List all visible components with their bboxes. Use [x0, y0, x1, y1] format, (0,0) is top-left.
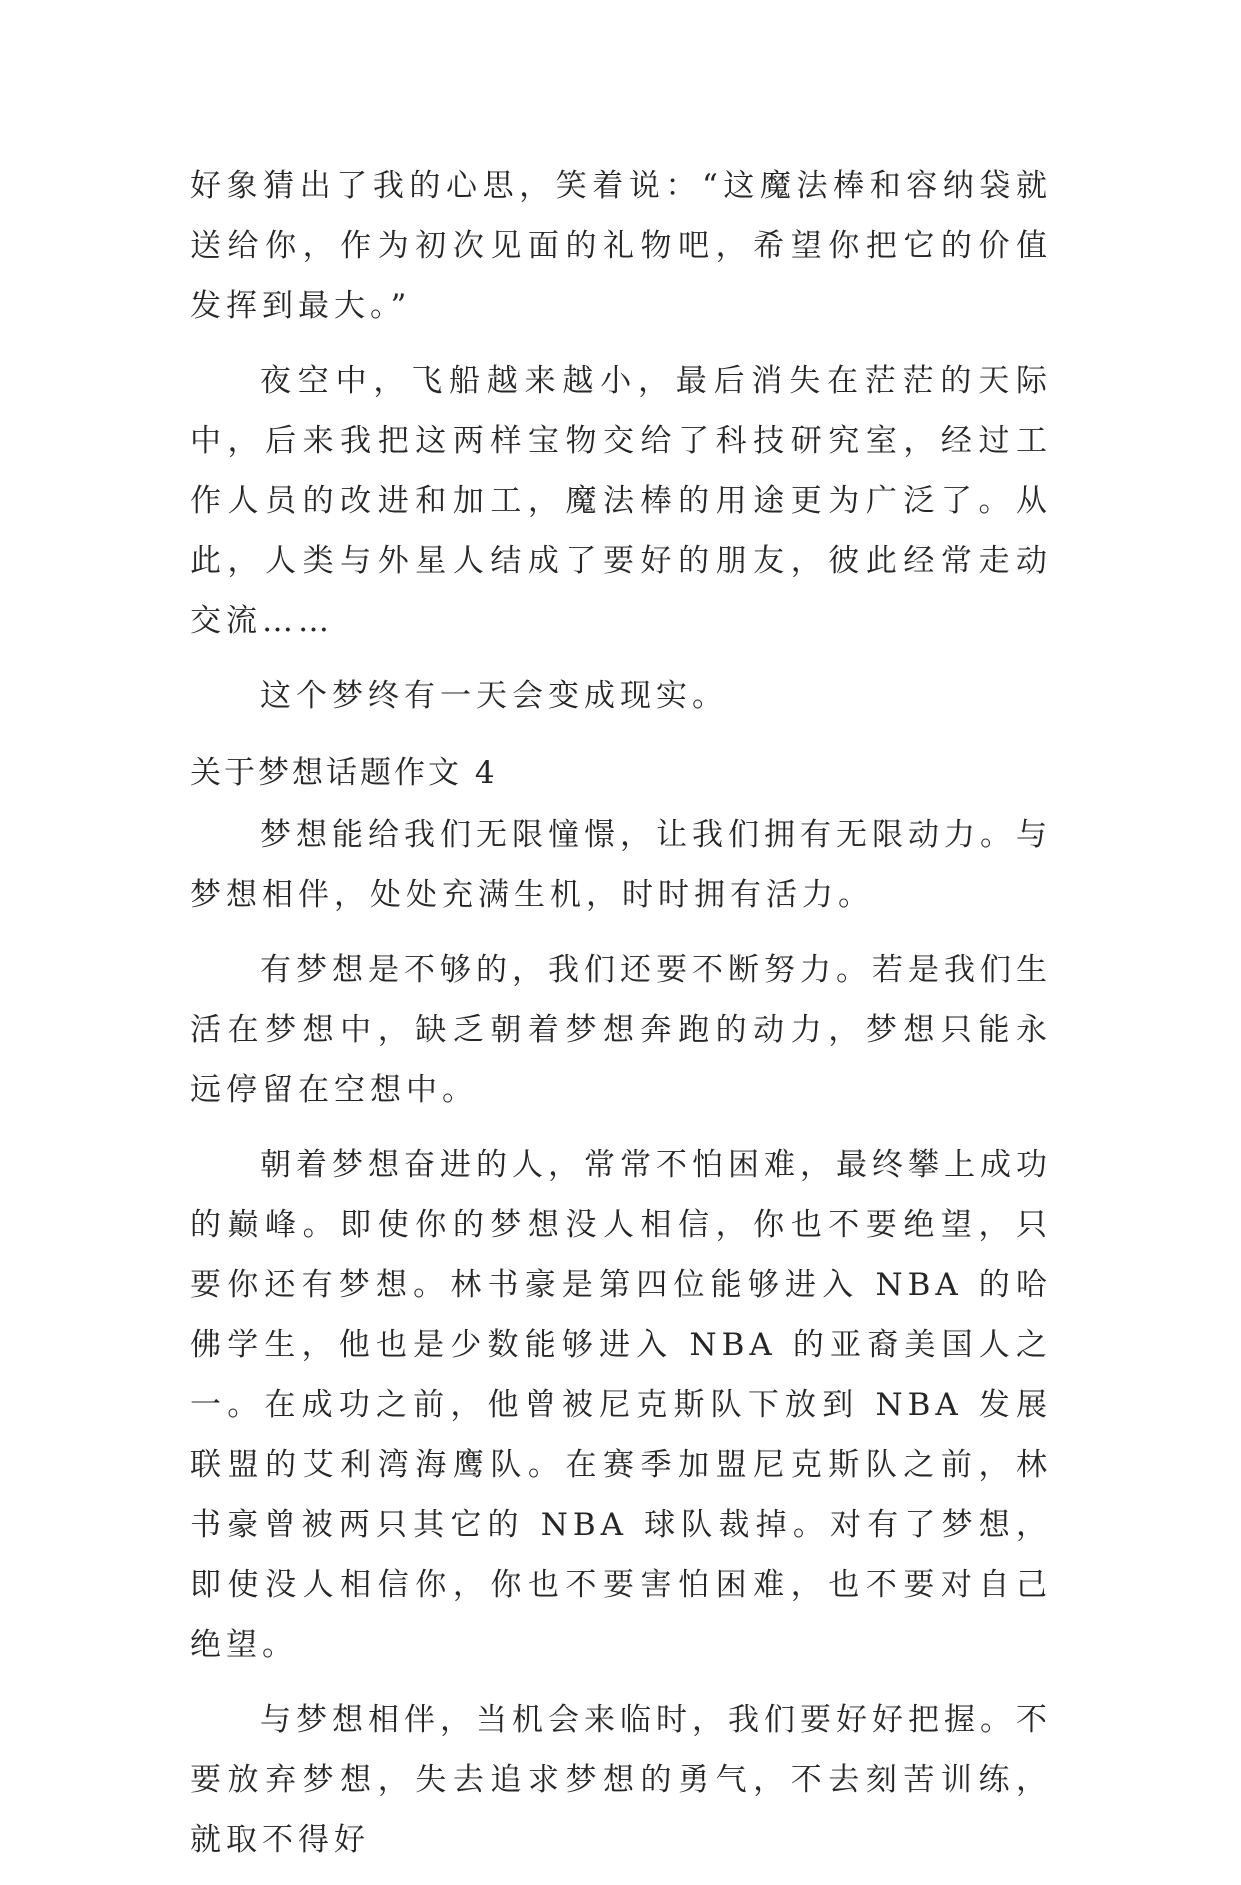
paragraph-continuation: 好象猜出了我的心思，笑着说：“这魔法棒和容纳袋就送给你，作为初次见面的礼物吧，希望你把它的价值发挥到最大。” [190, 168, 1052, 324]
paragraph-spaceship: 夜空中，飞船越来越小，最后消失在茫茫的天际中，后来我把这两样宝物交给了科技研究室，经过工作人员的改进和加工，魔法棒的用途更为广泛了。从此，人类与外星人结成了要好的朋友，彼此经常走动交流…… [190, 363, 1052, 639]
paragraph-dream-reality: 这个梦终有一天会变成现实。 [260, 678, 728, 714]
section-title: 关于梦想话题作文 4 [190, 755, 498, 791]
paragraph-dream-motivation: 梦想能给我们无限憧憬，让我们拥有无限动力。与梦想相伴，处处充满生机，时时拥有活力。 [190, 817, 1052, 913]
paragraph-effort: 有梦想是不够的，我们还要不断努力。若是我们生活在梦想中，缺乏朝着梦想奔跑的动力，梦想只能永远停留在空想中。 [190, 952, 1052, 1108]
document-body [190, 156, 1052, 1885]
paragraph-seize-opportunity: 与梦想相伴，当机会来临时，我们要好好把握。不要放弃梦想，失去追求梦想的勇气，不去刻苦训练，就取不得好 [190, 1702, 1052, 1858]
paragraph-jeremy-lin: 朝着梦想奋进的人，常常不怕困难，最终攀上成功的巅峰。即使你的梦想没人相信，你也不要绝望，只要你还有梦想。林书豪是第四位能够进入 NBA 的哈佛学生，他也是少数能够进入 NBA 的亚裔美国人之一。在成功之前，他曾被尼克斯队下放到 NBA 发展联盟的艾利湾海鹰队。在赛季加盟尼克斯队之前，林书豪曾被两只其它的 NBA 球队裁掉。对有了梦想，即使没人相信你，你也不要害怕困难，也不要对自己绝望。 [190, 1147, 1052, 1663]
